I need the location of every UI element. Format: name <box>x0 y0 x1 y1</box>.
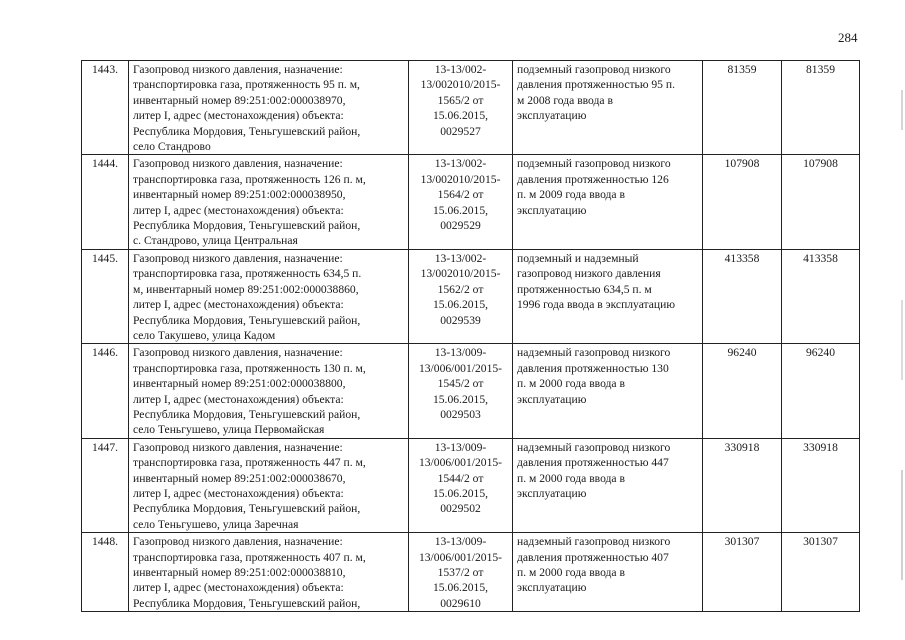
registration-record-line: 1562/2 от <box>437 282 484 296</box>
value-cell: 330918 <box>703 438 782 532</box>
value-cell: 81359 <box>703 61 782 155</box>
registration-record-line: 15.06.2015, <box>432 486 489 500</box>
property-registry-table <box>81 60 860 612</box>
scan-artifact <box>901 300 903 380</box>
registration-record <box>409 155 513 249</box>
object-characteristics-line: подземный газопровод низкого <box>517 63 671 76</box>
object-description-line: инвентарный номер 89:251:002:000038670, <box>133 471 346 485</box>
table-row <box>82 249 860 343</box>
object-characteristics-line: давления протяженностью 126 <box>517 172 669 186</box>
scan-artifact <box>901 90 903 130</box>
object-description <box>129 533 409 612</box>
object-characteristics-line: подземный газопровод низкого <box>517 157 671 171</box>
registration-record-line: 13/006/001/2015- <box>418 550 503 564</box>
object-description-line: Республика Мордовия, Теньгушевский район, <box>133 313 361 327</box>
object-description-line: литер I, адрес (местонахождения) объекта: <box>133 581 344 595</box>
registration-record-line: 0029502 <box>440 502 481 516</box>
object-description-line: литер I, адрес (местонахождения) объекта: <box>133 109 344 123</box>
object-description-line: Газопровод низкого давления, назначение: <box>133 346 343 360</box>
object-description-line: м, инвентарный номер 89:251:002:000038860, <box>133 282 359 296</box>
registration-record-line: 13-13/009- <box>434 535 487 549</box>
object-characteristics-line: эксплуатацию <box>517 486 587 500</box>
object-description-line: инвентарный номер 89:251:002:000038800, <box>133 377 346 391</box>
registration-record-line: 13-13/009- <box>434 346 487 360</box>
registration-record-line: 0029503 <box>440 407 481 421</box>
registration-record <box>409 533 513 612</box>
entry-number: 1448. <box>82 533 129 612</box>
object-characteristics <box>513 155 703 249</box>
entry-number: 1444. <box>82 155 129 249</box>
object-characteristics <box>513 344 703 438</box>
object-description-line: село Стандрово <box>133 140 211 154</box>
object-description-line: село Теньгушево, улица Заречная <box>133 517 299 531</box>
registration-record <box>409 344 513 438</box>
object-description-line: Республика Мордовия, Теньгушевский район, <box>133 596 361 610</box>
object-description <box>129 249 409 343</box>
registration-record-line: 0029529 <box>440 219 481 233</box>
value-cell: 96240 <box>782 344 860 438</box>
registration-record-line: 1537/2 от <box>437 566 484 579</box>
registration-record-line: 1565/2 от <box>437 93 484 107</box>
object-description-line: Республика Мордовия, Теньгушевский район, <box>133 124 361 138</box>
registration-record-line: 1544/2 от <box>437 471 484 485</box>
table-row <box>82 438 860 532</box>
object-characteristics-line: протяженностью 634,5 п. м <box>517 282 652 296</box>
object-characteristics-line: эксплуатацию <box>517 203 587 217</box>
registration-record <box>409 249 513 343</box>
registration-record-line: 13/002010/2015- <box>420 78 501 92</box>
object-characteristics-line: давления протяженностью 130 <box>517 361 669 375</box>
object-description-line: литер I, адрес (местонахождения) объекта: <box>133 298 344 312</box>
value-cell: 96240 <box>703 344 782 438</box>
object-description <box>129 61 409 155</box>
object-description-line: инвентарный номер 89:251:002:000038950, <box>133 188 346 202</box>
object-characteristics-line: п. м 2000 года ввода в <box>517 471 625 485</box>
registration-record-line: 0029527 <box>440 124 481 138</box>
object-description-line: литер I, адрес (местонахождения) объекта: <box>133 486 344 500</box>
object-characteristics-line: 1996 года ввода в эксплуатацию <box>517 298 675 312</box>
value-cell: 301307 <box>703 533 782 612</box>
registration-record-line: 15.06.2015, <box>432 392 489 406</box>
object-characteristics-line: м 2008 года ввода в <box>517 93 613 107</box>
value-cell: 301307 <box>782 533 860 612</box>
object-description-line: Газопровод низкого давления, назначение: <box>133 535 343 549</box>
object-description-line: транспортировка газа, протяженность 447 п. м, <box>133 456 366 470</box>
object-description-line: инвентарный номер 89:251:002:000038810, <box>133 566 346 579</box>
object-characteristics-line: эксплуатацию <box>517 109 587 123</box>
registration-record-line: 13-13/002- <box>434 157 487 171</box>
object-description-line: село Такушево, улица Кадом <box>133 328 276 342</box>
object-description-line: транспортировка газа, протяженность 95 п. м, <box>133 78 360 92</box>
object-description <box>129 344 409 438</box>
object-description-line: Газопровод низкого давления, назначение: <box>133 440 343 454</box>
object-characteristics-line: газопровод низкого давления <box>517 267 661 281</box>
scan-artifact <box>901 470 903 580</box>
object-description-line: инвентарный номер 89:251:002:000038970, <box>133 93 346 107</box>
registration-record-line: 13/006/001/2015- <box>418 456 503 470</box>
object-description <box>129 155 409 249</box>
table-row <box>82 344 860 438</box>
page-number: 284 <box>838 30 858 45</box>
object-characteristics-line: давления протяженностью 447 <box>517 456 669 470</box>
object-description-line: Газопровод низкого давления, назначение: <box>133 157 343 171</box>
value-cell: 107908 <box>782 155 860 249</box>
value-cell: 81359 <box>782 61 860 155</box>
object-description-line: Газопровод низкого давления, назначение: <box>133 251 343 265</box>
registration-record <box>409 438 513 532</box>
object-characteristics-line: надземный газопровод низкого <box>517 346 671 360</box>
object-characteristics-line: эксплуатацию <box>517 581 587 595</box>
table-row <box>82 61 860 155</box>
registration-record-line: 15.06.2015, <box>432 203 489 217</box>
table-row <box>82 155 860 249</box>
entry-number: 1445. <box>82 249 129 343</box>
object-characteristics-line: эксплуатацию <box>517 392 587 406</box>
registration-record-line: 13-13/009- <box>434 440 487 454</box>
object-characteristics <box>513 533 703 612</box>
object-characteristics-line: давления протяженностью 95 п. <box>517 78 675 92</box>
object-characteristics <box>513 61 703 155</box>
object-description <box>129 438 409 532</box>
registration-record-line: 1545/2 от <box>437 377 484 391</box>
object-characteristics <box>513 249 703 343</box>
entry-number: 1446. <box>82 344 129 438</box>
registration-record-line: 0029610 <box>440 596 481 610</box>
registration-record-line: 13-13/002- <box>434 63 487 76</box>
object-description-line: транспортировка газа, протяженность 634,5 п. <box>133 267 362 281</box>
object-characteristics <box>513 438 703 532</box>
object-description-line: транспортировка газа, протяженность 130 п. м, <box>133 361 366 375</box>
object-description-line: литер I, адрес (местонахождения) объекта: <box>133 203 344 217</box>
registration-record-line: 15.06.2015, <box>432 298 489 312</box>
object-characteristics-line: п. м 2009 года ввода в <box>517 188 625 202</box>
value-cell: 330918 <box>782 438 860 532</box>
value-cell: 413358 <box>782 249 860 343</box>
object-characteristics-line: п. м 2000 года ввода в <box>517 566 625 579</box>
object-characteristics-line: надземный газопровод низкого <box>517 440 671 454</box>
object-description-line: транспортировка газа, протяженность 407 п. м, <box>133 550 366 564</box>
registration-record-line: 13-13/002- <box>434 251 487 265</box>
value-cell: 413358 <box>703 249 782 343</box>
registration-record <box>409 61 513 155</box>
object-description-line: Газопровод низкого давления, назначение: <box>133 63 343 76</box>
entry-number: 1447. <box>82 438 129 532</box>
registration-record-line: 15.06.2015, <box>432 109 489 123</box>
object-description-line: с. Стандрово, улица Центральная <box>133 234 298 248</box>
registration-record-line: 0029539 <box>440 313 481 327</box>
value-cell: 107908 <box>703 155 782 249</box>
entry-number: 1443. <box>82 61 129 155</box>
registration-record-line: 13/002010/2015- <box>420 267 501 281</box>
registration-record-line: 13/002010/2015- <box>420 172 501 186</box>
registration-record-line: 13/006/001/2015- <box>418 361 503 375</box>
object-description-line: Республика Мордовия, Теньгушевский район, <box>133 407 361 421</box>
object-description-line: село Теньгушево, улица Первомайская <box>133 423 325 437</box>
table-row <box>82 533 860 612</box>
object-description-line: Республика Мордовия, Теньгушевский район, <box>133 219 361 233</box>
registration-record-line: 1564/2 от <box>437 188 484 202</box>
object-description-line: транспортировка газа, протяженность 126 п. м, <box>133 172 366 186</box>
object-characteristics-line: п. м 2000 года ввода в <box>517 377 625 391</box>
registration-record-line: 15.06.2015, <box>432 581 489 595</box>
object-characteristics-line: подземный и надземный <box>517 251 639 265</box>
object-characteristics-line: надземный газопровод низкого <box>517 535 671 549</box>
object-characteristics-line: давления протяженностью 407 <box>517 550 669 564</box>
object-description-line: литер I, адрес (местонахождения) объекта: <box>133 392 344 406</box>
object-description-line: Республика Мордовия, Теньгушевский район, <box>133 502 361 516</box>
